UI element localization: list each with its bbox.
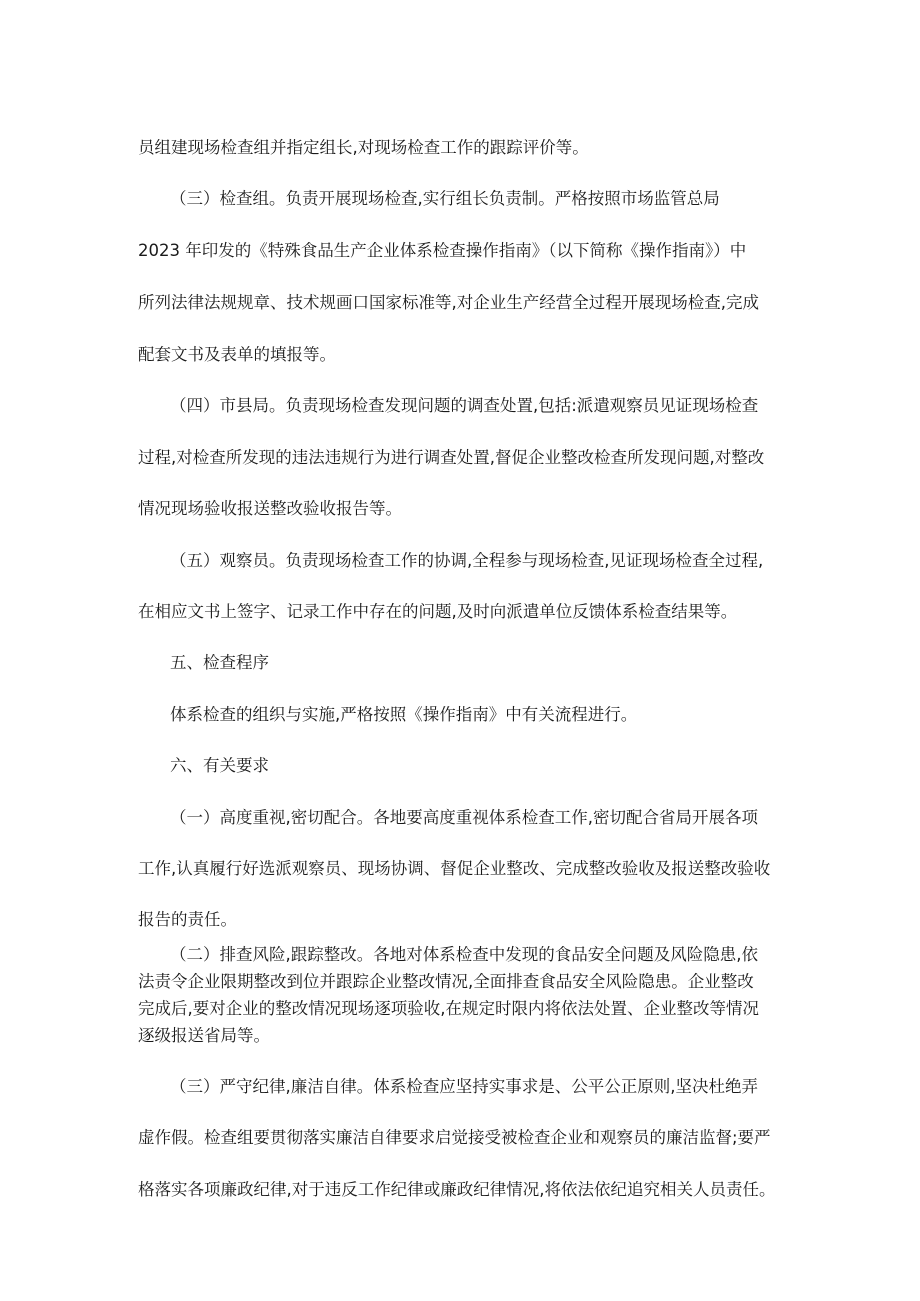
paragraph-line: （五）观察员。负责现场检查工作的协调,全程参与现场检查,见证现场检查全过程, [170,551,764,570]
paragraph-line: 在相应文书上签字、记录工作中存在的问题,及时向派遣单位反馈体系检查结果等。 [138,602,738,621]
paragraph-line: 2023 年印发的《特殊食品生产企业体系检查操作指南》（以下简称《操作指南》）中 [138,241,747,260]
paragraph-line: 工作,认真履行好选派观察员、现场协调、督促企业整改、完成整改验收及报送整改验收 [138,859,771,878]
paragraph-line: 过程,对检查所发现的违法违规行为进行调查处置,督促企业整改检查所发现问题,对整改 [138,448,765,467]
paragraph-line: 报告的责任。 [138,910,237,929]
paragraph-line: 逐级报送省局等。 [138,1026,270,1045]
paragraph-line: （三）检查组。负责开展现场检查,实行组长负责制。严格按照市场监管总局 [170,189,720,208]
paragraph-line: 法责令企业限期整改到位并跟踪企业整改情况,全面排查食品安全风险隐患。企业整改 [138,972,754,991]
paragraph-line: 情况现场验收报送整改验收报告等。 [138,499,402,518]
paragraph-line: 员组建现场检查组并指定组长,对现场检查工作的跟踪评价等。 [138,138,589,157]
paragraph-line: 配套文书及表单的填报等。 [138,345,336,364]
paragraph-line: （三）严守纪律,廉洁自律。体系检查应坚持实事求是、公平公正原则,坚决杜绝弄 [170,1077,758,1096]
paragraph-line: （一）高度重视,密切配合。各地要高度重视体系检查工作,密切配合省局开展各项 [170,808,758,827]
paragraph-line: 格落实各项廉政纪律,对于违反工作纪律或廉政纪律情况,将依法依纪追究相关人员责任。 [138,1180,776,1199]
paragraph-line: （二）排查风险,跟踪整改。各地对体系检查中发现的食品安全问题及风险隐患,依 [170,945,758,964]
paragraph-line: （四）市县局。负责现场检查发现问题的调查处置,包括:派遣观察员见证现场检查 [170,396,759,415]
paragraph-line: 体系检查的组织与实施,严格按照《操作指南》中有关流程进行。 [170,705,638,724]
section-heading: 五、检查程序 [170,653,269,672]
section-heading: 六、有关要求 [170,756,269,775]
paragraph-line: 虚作假。检查组要贯彻落实廉洁自律要求启觉接受被检查企业和观察员的廉洁监督;要严 [138,1128,771,1147]
paragraph-line: 所列法律法规规章、技术规画口国家标准等,对企业生产经营全过程开展现场检查,完成 [138,293,759,312]
paragraph-line: 完成后,要对企业的整改情况现场逐项验收,在规定时限内将依法处置、企业整改等情况 [138,999,759,1018]
